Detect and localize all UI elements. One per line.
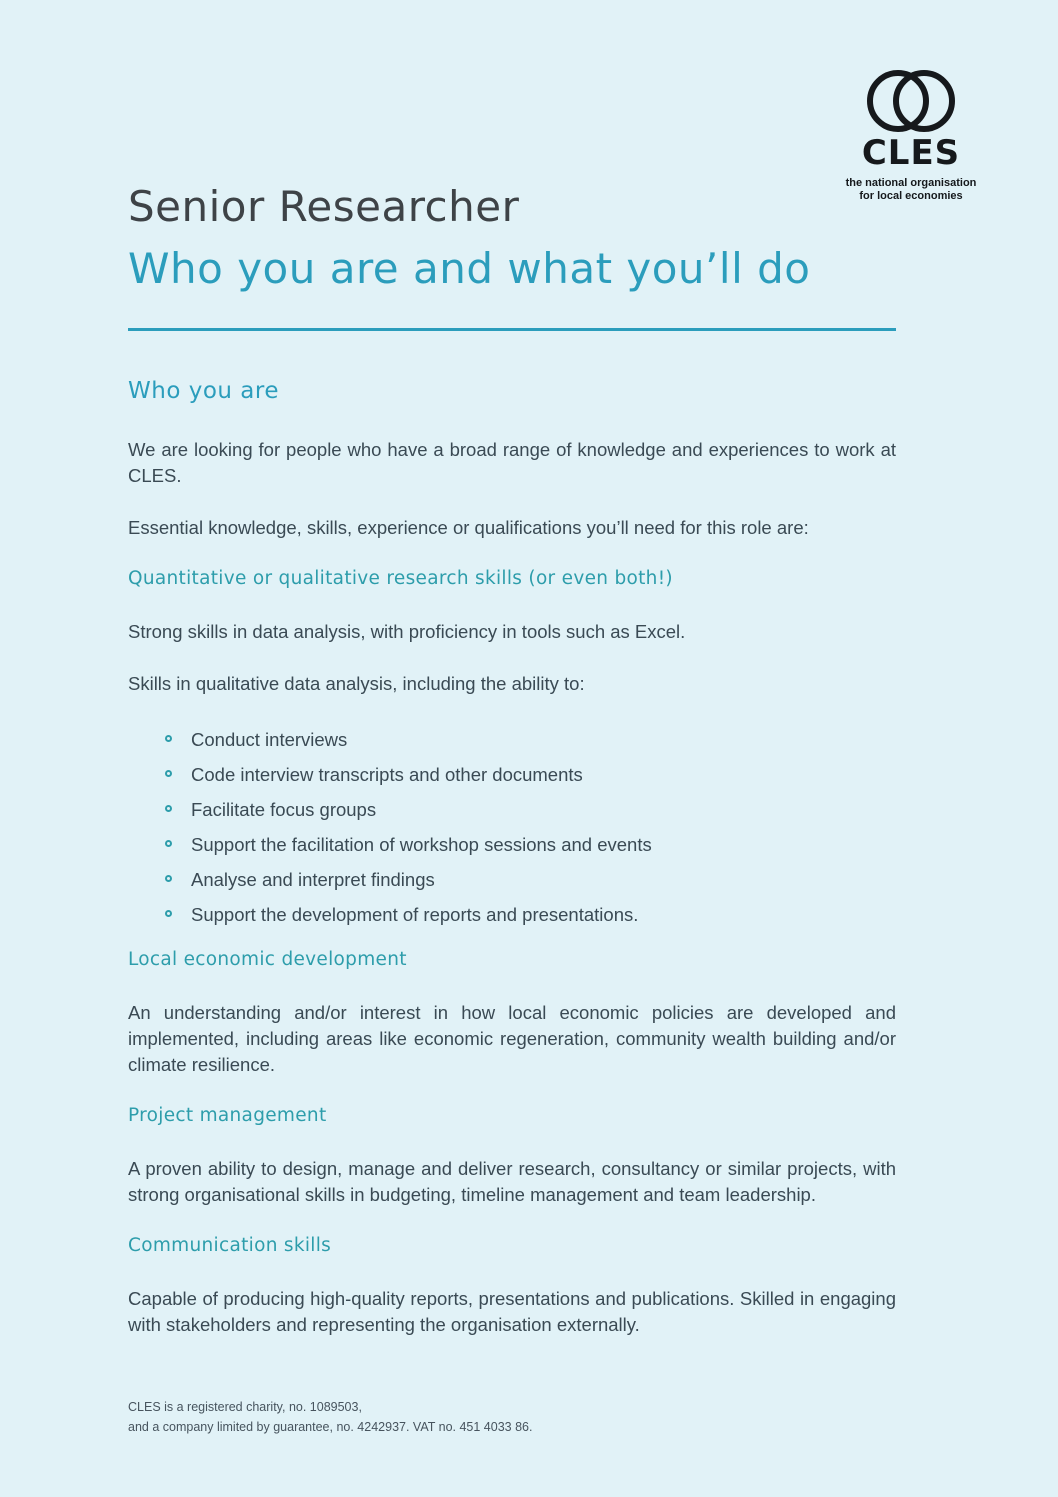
interlocking-circles-icon xyxy=(865,68,957,134)
list-item-label: Code interview transcripts and other documents xyxy=(191,764,583,785)
list-item xyxy=(165,727,896,753)
document-footer xyxy=(128,1397,532,1437)
research-paragraph-2: Skills in qualitative data analysis, including the ability to: xyxy=(128,673,585,694)
bullet-circle-icon xyxy=(165,875,172,882)
qualitative-skills-list xyxy=(128,723,896,928)
list-item xyxy=(165,867,896,893)
list-item xyxy=(165,797,896,823)
list-item-label: Facilitate focus groups xyxy=(191,799,377,820)
bullet-circle-icon xyxy=(165,840,172,847)
subheading-research-skills: Quantitative or qualitative research skills (or even both!) xyxy=(128,568,673,589)
list-item-label: Support the facilitation of workshop sessions and events xyxy=(191,834,652,855)
logo-tagline-line1: the national organisation xyxy=(845,177,977,189)
list-item xyxy=(165,762,896,788)
list-item xyxy=(165,902,896,928)
cles-logo xyxy=(832,68,990,203)
document-body xyxy=(128,378,896,1364)
intro-paragraph-1: We are looking for people who have a broad range of knowledge and experiences to work at CLES. xyxy=(128,439,896,486)
subheading-communication-skills: Communication skills xyxy=(128,1235,332,1256)
page-subtitle: Who you are and what you’ll do xyxy=(128,244,811,293)
research-paragraph-1: Strong skills in data analysis, with proficiency in tools such as Excel. xyxy=(128,621,686,642)
list-item xyxy=(165,832,896,858)
list-item-label: Analyse and interpret findings xyxy=(191,869,435,890)
bullet-circle-icon xyxy=(165,735,172,742)
local-economic-paragraph: An understanding and/or interest in how local economic policies are developed and implemented, including areas like economic regeneration, community wealth building and/or climate resilience. xyxy=(128,1002,896,1075)
section-heading-who-you-are: Who you are xyxy=(128,378,279,404)
footer-line-2: and a company limited by guarantee, no. 4242937. VAT no. 451 4033 86. xyxy=(128,1420,533,1434)
communication-paragraph: Capable of producing high-quality reports, presentations and publications. Skilled in engaging with stakeholders and representing the organisation externally. xyxy=(128,1288,896,1335)
intro-paragraph-2: Essential knowledge, skills, experience or qualifications you’ll need for this role are: xyxy=(128,517,809,538)
page-title: Senior Researcher xyxy=(128,182,520,231)
footer-line-1: CLES is a registered charity, no. 1089503, xyxy=(128,1400,362,1414)
logo-wordmark: CLES xyxy=(861,133,961,173)
document-header xyxy=(128,184,896,331)
subheading-local-economic-development: Local economic development xyxy=(128,949,407,970)
project-management-paragraph: A proven ability to design, manage and deliver research, consultancy or similar projects, with strong organisational skills in budgeting, timeline management and team leadership. xyxy=(128,1158,896,1205)
bullet-circle-icon xyxy=(165,805,172,812)
list-item-label: Conduct interviews xyxy=(191,729,348,750)
header-divider xyxy=(128,328,896,331)
logo-tagline-line2: for local economies xyxy=(859,190,963,202)
bullet-circle-icon xyxy=(165,910,172,917)
bullet-circle-icon xyxy=(165,770,172,777)
list-item-label: Support the development of reports and presentations. xyxy=(191,904,639,925)
subheading-project-management: Project management xyxy=(128,1105,327,1126)
